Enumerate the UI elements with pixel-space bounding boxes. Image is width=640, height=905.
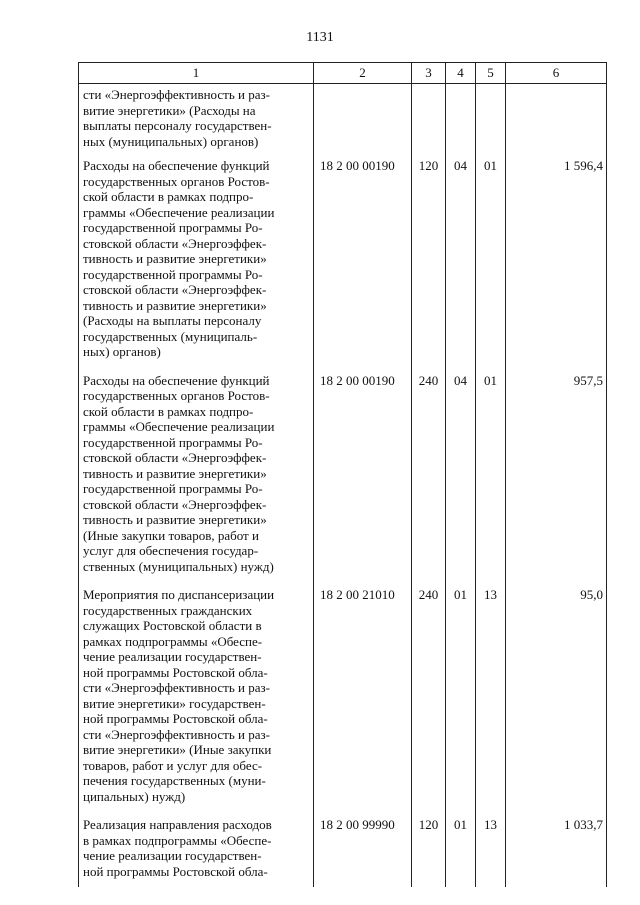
amount [506, 84, 607, 159]
description-line: ципальных) нужд) [83, 788, 186, 804]
budget-table [78, 62, 607, 887]
description-line: государственных гражданских [83, 602, 253, 618]
description-line: чение реализации государствен- [83, 649, 262, 664]
description-line: ной программы Ростовской обла- [83, 711, 268, 726]
description-line: стовской области «Энергоэффек- [83, 496, 267, 512]
description-line: стовской области «Энергоэффек- [83, 235, 267, 251]
column-header: 6 [506, 63, 607, 84]
description-line: Расходы на обеспечение функций [83, 158, 270, 173]
description-line: тивность и развитие энергетики» [83, 512, 267, 527]
description-line: печения государственных (муни- [83, 773, 266, 788]
description-line: ных (муниципальных) органов) [83, 133, 259, 149]
description-line: сти «Энергоэффективность и раз- [83, 680, 270, 695]
description-line: сти «Энергоэффективность и раз- [83, 726, 270, 742]
expense-type-code: 240 [412, 373, 446, 588]
subsection-code: 13 [476, 587, 506, 817]
description-line: Расходы на обеспечение функций [83, 372, 270, 388]
column-header: 2 [314, 63, 412, 84]
column-header: 5 [476, 63, 506, 84]
section-code: 01 [446, 817, 476, 887]
table-row [79, 158, 607, 373]
amount: 1 596,4 [506, 158, 607, 373]
budget-code [314, 84, 412, 159]
section-code: 04 [446, 158, 476, 373]
description-line: государственной программы Ро- [83, 266, 263, 282]
description-line: стовской области «Энергоэффек- [83, 282, 267, 297]
description-line: государственной программы Ро- [83, 481, 263, 496]
subsection-code: 13 [476, 817, 506, 887]
description-line: сти «Энергоэффективность и раз- [83, 87, 270, 102]
expense-type-code [412, 84, 446, 159]
description-line: товаров, работ и услуг для обес- [83, 757, 263, 773]
description-line: ной программы Ростовской обла- [83, 863, 268, 879]
amount: 957,5 [506, 373, 607, 588]
column-header: 4 [446, 63, 476, 84]
column-header: 1 [79, 63, 314, 84]
amount: 95,0 [506, 587, 607, 817]
description-line: стовской области «Энергоэффек- [83, 450, 267, 465]
expense-type-code: 120 [412, 158, 446, 373]
description-line: витие энергетики» государствен- [83, 695, 266, 711]
description-line: граммы «Обеспечение реализации [83, 419, 275, 434]
description-line: чение реализации государствен- [83, 848, 262, 863]
row-description [79, 587, 314, 817]
amount: 1 033,7 [506, 817, 607, 887]
description-line: витие энергетики» (Иные закупки [83, 742, 272, 757]
description-line: ской области в рамках подпро- [83, 403, 254, 419]
description-line: выплаты персоналу государствен- [83, 118, 272, 133]
description-line: государственных органов Ростов- [83, 173, 270, 189]
budget-code: 18 2 00 00190 [314, 158, 412, 373]
subsection-code: 01 [476, 373, 506, 588]
expense-type-code: 240 [412, 587, 446, 817]
column-header: 3 [412, 63, 446, 84]
description-line: государственных (муниципаль- [83, 328, 258, 344]
description-line: Мероприятия по диспансеризации [83, 587, 275, 602]
section-code: 01 [446, 587, 476, 817]
budget-code: 18 2 00 00190 [314, 373, 412, 588]
description-line: витие энергетики» (Расходы на [83, 102, 256, 118]
description-line: ных) органов) [83, 344, 161, 359]
description-line: тивность и развитие энергетики» [83, 297, 267, 313]
row-description [79, 817, 314, 887]
description-line: ской области в рамках подпро- [83, 189, 254, 204]
description-line: государственной программы Ро- [83, 220, 263, 235]
subsection-code [476, 84, 506, 159]
description-line: ной программы Ростовской обла- [83, 664, 268, 680]
budget-code: 18 2 00 21010 [314, 587, 412, 817]
budget-code: 18 2 00 99990 [314, 817, 412, 887]
expense-type-code: 120 [412, 817, 446, 887]
table-row [79, 373, 607, 588]
table-header [79, 63, 607, 84]
description-line: в рамках подпрограммы «Обеспе- [83, 832, 272, 848]
row-description [79, 373, 314, 588]
description-line: Реализация направления расходов [83, 817, 272, 832]
description-line: государственных органов Ростов- [83, 388, 270, 403]
row-description [79, 158, 314, 373]
table-row [79, 587, 607, 817]
description-line: (Расходы на выплаты персоналу [83, 313, 262, 328]
description-line: тивность и развитие энергетики» [83, 465, 267, 481]
description-line: служащих Ростовской области в [83, 618, 262, 633]
section-code: 04 [446, 373, 476, 588]
subsection-code: 01 [476, 158, 506, 373]
description-line: граммы «Обеспечение реализации [83, 204, 275, 220]
section-code [446, 84, 476, 159]
row-description [79, 84, 314, 159]
description-line: ственных (муниципальных) нужд) [83, 558, 274, 574]
description-line: тивность и развитие энергетики» [83, 251, 267, 266]
description-line: рамках подпрограммы «Обеспе- [83, 633, 263, 649]
description-line: услуг для обеспечения государ- [83, 543, 259, 558]
page-number: 1131 [306, 30, 334, 45]
table-row [79, 84, 607, 159]
description-line: государственной программы Ро- [83, 434, 263, 450]
table-body [79, 84, 607, 888]
description-line: (Иные закупки товаров, работ и [83, 527, 259, 543]
table-row [79, 817, 607, 887]
